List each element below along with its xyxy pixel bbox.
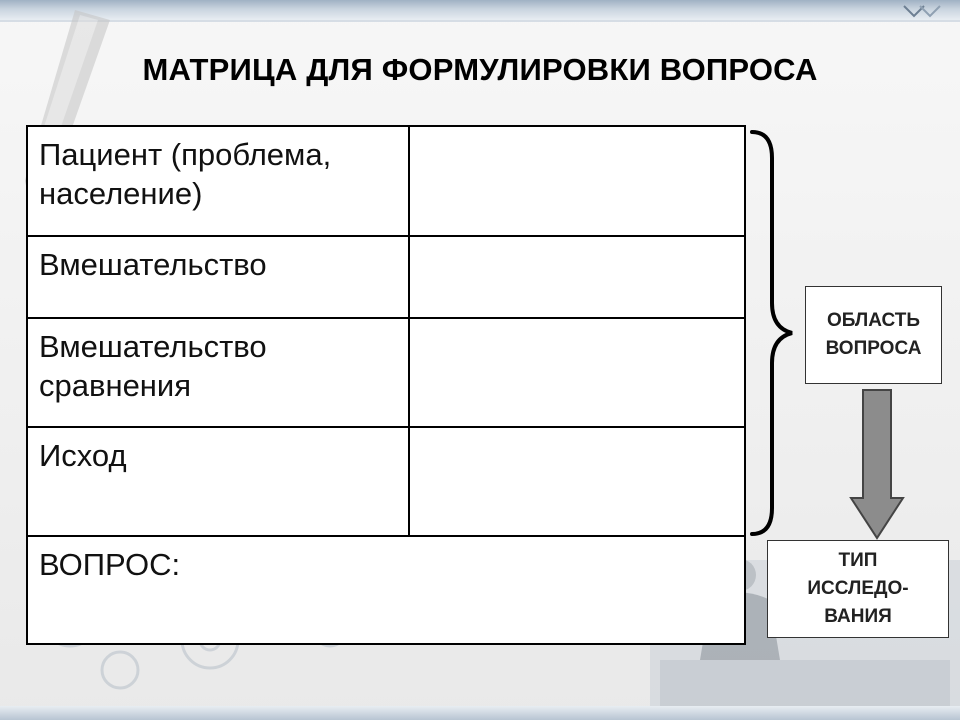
matrix-row-label: Вмешательство xyxy=(28,237,410,317)
matrix-row-value[interactable] xyxy=(410,428,744,535)
matrix-row-label: Пациент (проблема, население) xyxy=(28,127,410,235)
curly-brace-icon xyxy=(748,128,798,538)
top-band-line xyxy=(0,20,960,22)
matrix-row-intervention xyxy=(28,237,744,319)
down-arrow-icon xyxy=(849,388,905,540)
matrix-row-value[interactable] xyxy=(410,127,744,235)
question-matrix-table xyxy=(26,125,746,645)
matrix-row-comparison xyxy=(28,319,744,428)
matrix-row-label: Исход xyxy=(28,428,410,535)
study-type-label: ТИП ИССЛЕДО- ВАНИЯ xyxy=(807,550,909,627)
matrix-row-outcome xyxy=(28,428,744,537)
matrix-row-value[interactable] xyxy=(410,319,744,426)
matrix-row-label: Вмешательство сравнения xyxy=(28,319,410,426)
page-title: МАТРИЦА ДЛЯ ФОРМУЛИРОВКИ ВОПРОСА xyxy=(142,52,818,87)
top-band xyxy=(0,0,960,20)
corner-chevron-icon xyxy=(902,4,942,20)
matrix-row-patient xyxy=(28,127,744,237)
matrix-row-question[interactable] xyxy=(28,537,744,643)
question-area-box xyxy=(805,286,942,384)
matrix-row-value[interactable] xyxy=(410,237,744,317)
bottom-band xyxy=(0,706,960,720)
study-type-box xyxy=(767,540,949,638)
question-label: ВОПРОС: xyxy=(39,547,181,582)
question-area-label: ОБЛАСТЬ ВОПРОСА xyxy=(825,310,922,359)
